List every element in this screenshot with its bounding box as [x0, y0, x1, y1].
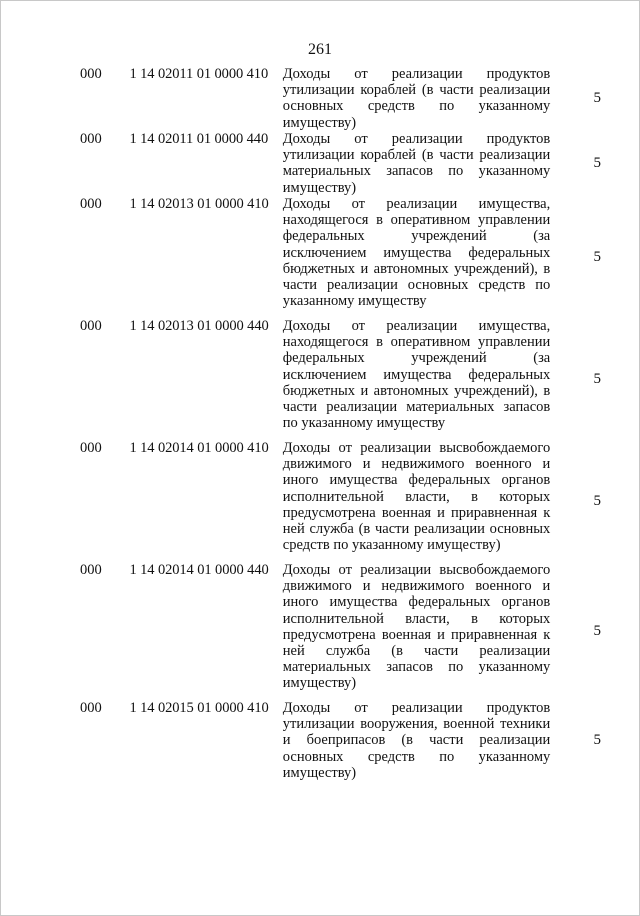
revenue-name: Доходы от реализации имущества, находящегося в оперативном управлении федеральных учреждений (за исключением имущества федеральных бюджетных и автономных учреждений), в части реализации основных средств по указанному имуществу [282, 196, 551, 310]
revenue-name: Доходы от реализации имущества, находящегося в оперативном управлении федеральных учреждений (за исключением имущества федеральных бюджетных и автономных учреждений), в части реализации материальных запасов по указанному имуществу [282, 318, 551, 432]
budget-classification-code: 1 14 02011 01 0000 440 [129, 131, 269, 147]
table-row [0, 66, 640, 131]
budget-classification-code: 1 14 02015 01 0000 410 [129, 700, 269, 716]
norm-percent: 5 [593, 155, 602, 171]
budget-classification-code: 1 14 02014 01 0000 440 [129, 562, 269, 578]
revenue-name: Доходы от реализации продуктов утилизации кораблей (в части реализации основных средств по указанному имуществу) [282, 66, 551, 131]
admin-code: 000 [80, 66, 102, 82]
revenue-name: Доходы от реализации высвобождаемого движимого и недвижимого военного и иного имущества федеральных органов исполнительной власти, в которых предусмотрена военная и приравненная к ней служба (в части реализации основных средств по указанному имуществу) [282, 440, 551, 554]
table-row [0, 700, 640, 781]
table-row [0, 318, 640, 440]
revenue-table [0, 66, 640, 781]
budget-classification-code: 1 14 02014 01 0000 410 [129, 440, 269, 456]
admin-code: 000 [80, 700, 102, 716]
revenue-name: Доходы от реализации продуктов утилизации вооружения, военной техники и боеприпасов (в части реализации основных средств по указанному имуществу) [282, 700, 551, 781]
norm-percent: 5 [593, 370, 602, 387]
page-number: 261 [308, 41, 332, 58]
admin-code: 000 [80, 131, 102, 147]
norm-percent: 5 [593, 90, 602, 106]
revenue-name: Доходы от реализации высвобождаемого движимого и недвижимого военного и иного имущества федеральных органов исполнительной власти, в которых предусмотрена военная и приравненная к ней служба (в части реализации материальных запасов по указанному имуществу) [282, 562, 551, 692]
revenue-name: Доходы от реализации продуктов утилизации кораблей (в части реализации материальных запасов по указанному имуществу) [282, 131, 551, 196]
norm-percent: 5 [593, 248, 602, 265]
budget-classification-code: 1 14 02013 01 0000 440 [129, 318, 269, 334]
table-row [0, 131, 640, 196]
norm-percent: 5 [593, 492, 602, 509]
admin-code: 000 [80, 318, 102, 334]
budget-classification-code: 1 14 02011 01 0000 410 [129, 66, 269, 82]
table-row [0, 562, 640, 700]
norm-percent: 5 [593, 732, 602, 748]
admin-code: 000 [80, 196, 102, 212]
norm-percent: 5 [593, 622, 602, 639]
table-row [0, 440, 640, 562]
admin-code: 000 [80, 562, 102, 578]
admin-code: 000 [80, 440, 102, 456]
budget-classification-code: 1 14 02013 01 0000 410 [129, 196, 269, 212]
table-row [0, 196, 640, 318]
